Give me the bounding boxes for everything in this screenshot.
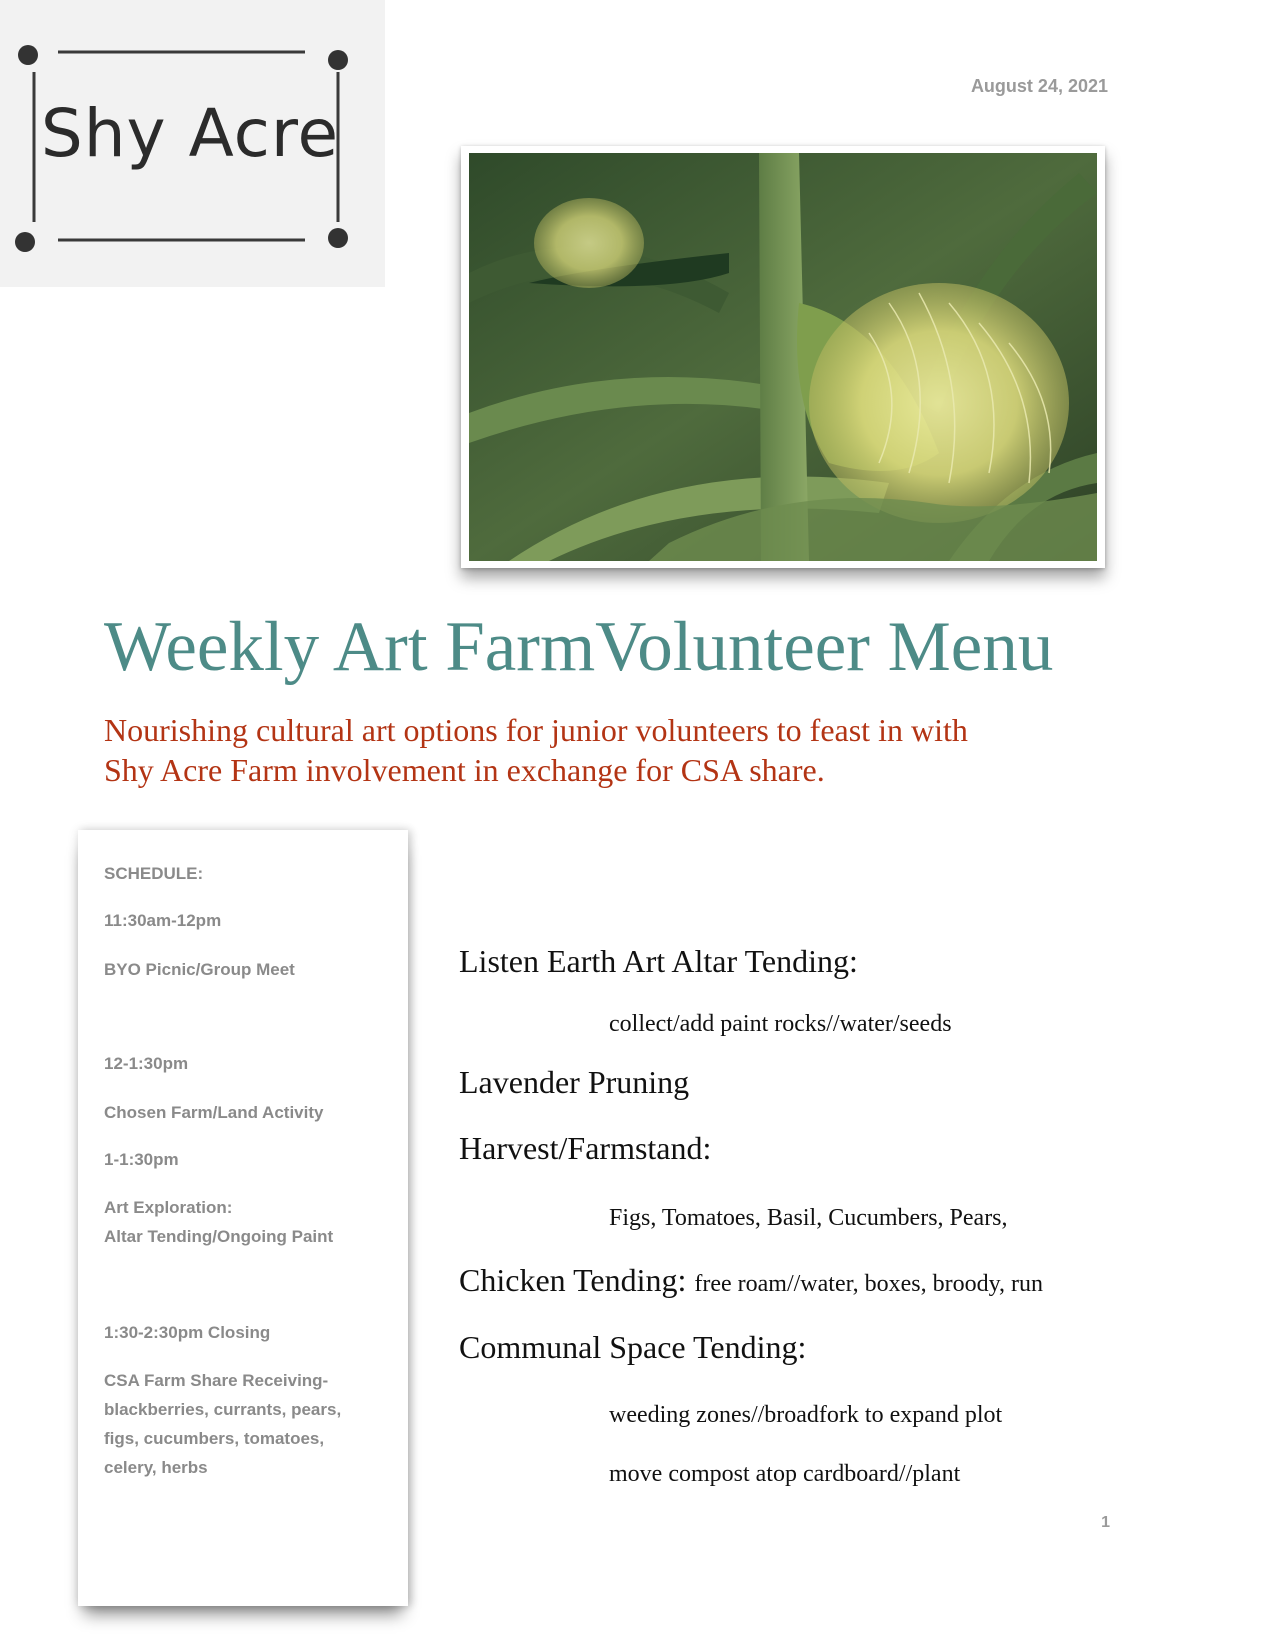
page-title: Weekly Art FarmVolunteer Menu — [104, 608, 1054, 686]
menu-detail-harvest: Figs, Tomatoes, Basil, Cucumbers, Pears, — [609, 1205, 1008, 1231]
schedule-time: 11:30am-12pm — [104, 911, 222, 930]
menu-detail-communal-1: weeding zones//broadfork to expand plot — [609, 1402, 1003, 1428]
document-date: August 24, 2021 — [970, 76, 1108, 96]
schedule-activity: Altar Tending/Ongoing Paint — [104, 1227, 334, 1246]
corn-illustration — [469, 153, 1097, 561]
schedule-time: 1:30-2:30pm Closing — [104, 1323, 271, 1342]
menu-detail-chicken: free roam//water, boxes, broody, run — [694, 1271, 1044, 1297]
schedule-heading: SCHEDULE: — [104, 864, 204, 883]
menu-heading-harvest: Harvest/Farmstand: — [459, 1130, 712, 1166]
schedule-activity: Art Exploration: — [104, 1198, 233, 1217]
schedule-activity: Chosen Farm/Land Activity — [104, 1103, 324, 1122]
menu-heading-lavender: Lavender Pruning — [459, 1064, 690, 1100]
schedule-time: 12-1:30pm — [104, 1054, 189, 1073]
schedule-activity: blackberries, currants, pears, — [104, 1400, 342, 1419]
menu-heading-chicken: Chicken Tending: — [459, 1262, 687, 1298]
menu-detail-altar: collect/add paint rocks//water/seeds — [609, 1011, 952, 1037]
menu-row-chicken — [459, 1264, 1043, 1296]
schedule-activity: figs, cucumbers, tomatoes, — [104, 1429, 325, 1448]
logo-text: Shy Acre — [40, 95, 340, 172]
schedule-time: 1-1:30pm — [104, 1150, 179, 1169]
menu-heading-communal: Communal Space Tending: — [459, 1329, 807, 1365]
page-number: 1 — [1101, 1514, 1110, 1531]
corn-photo — [461, 146, 1105, 568]
page-subtitle — [104, 710, 1104, 790]
subtitle-line-2: Shy Acre Farm involvement in exchange for CSA share. — [104, 752, 825, 788]
schedule-activity: CSA Farm Share Receiving- — [104, 1371, 329, 1390]
schedule-card — [78, 830, 408, 1606]
shy-acre-logo — [0, 0, 385, 287]
schedule-activity: celery, herbs — [104, 1458, 208, 1477]
subtitle-line-1: Nourishing cultural art options for junior volunteers to feast in with — [104, 712, 968, 748]
menu-heading-altar: Listen Earth Art Altar Tending: — [459, 943, 858, 979]
menu-detail-communal-2: move compost atop cardboard//plant — [609, 1461, 961, 1487]
schedule-activity: BYO Picnic/Group Meet — [104, 960, 295, 979]
